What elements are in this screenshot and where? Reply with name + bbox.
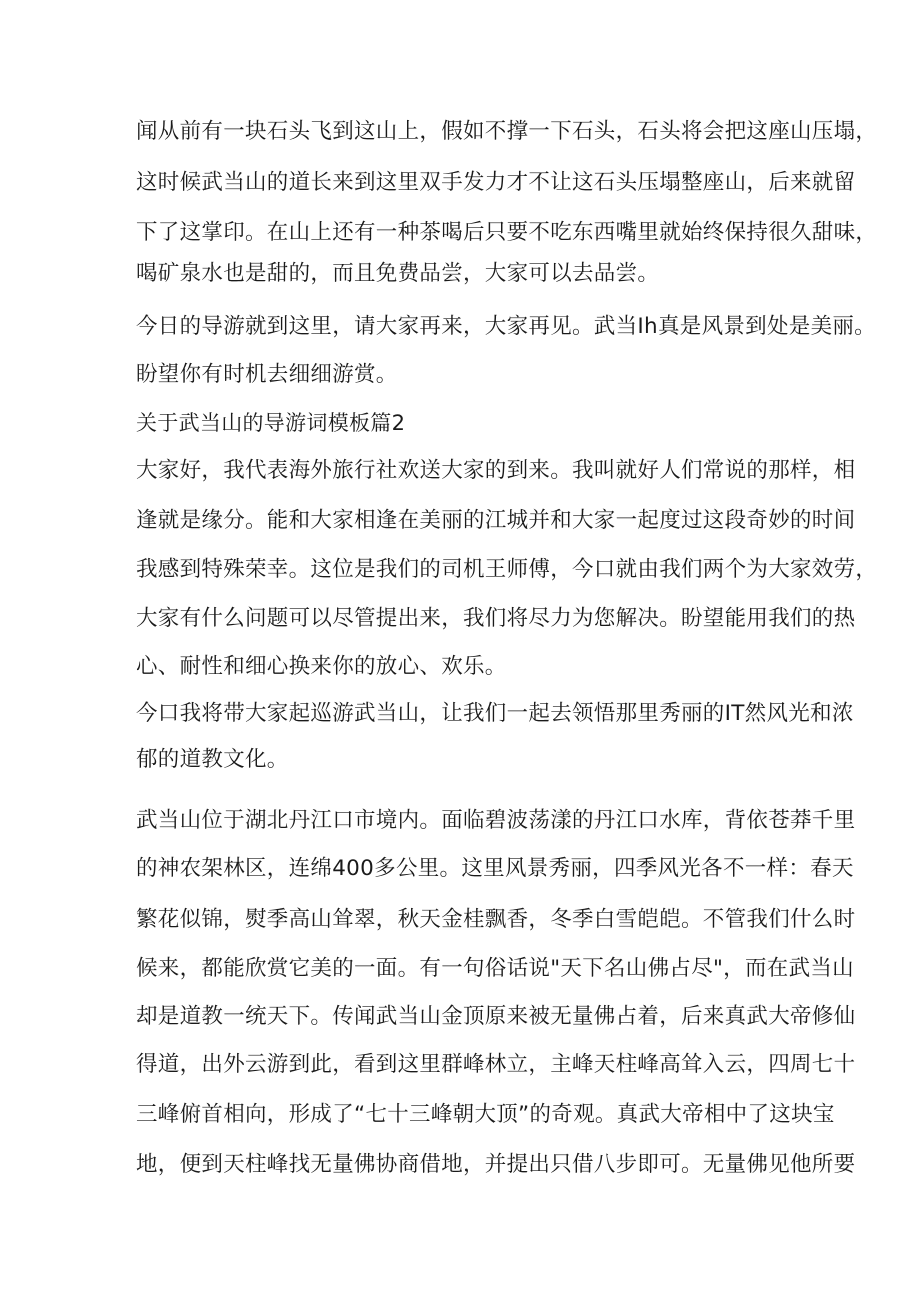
text-line: 心、耐性和细心换来你的放心、欢乐。	[136, 654, 507, 679]
text-line: 的神农架林区，连绵400多公里。这里风景秀丽，四季风光各不一样：春天	[136, 856, 854, 881]
text-line: 逢就是缘分。能和大家相逢在美丽的江城并和大家一起度过这段奇妙的时间	[136, 508, 856, 533]
text-line: 我感到特殊荣幸。这位是我们的司机王师傅，今口就由我们两个为大家效劳，	[136, 557, 878, 582]
text-line: 地，便到天柱峰找无量佛协商借地，并提出只借八步即可。无量佛见他所要	[136, 1152, 856, 1177]
text-line: 候来，都能欣赏它美的一面。有一句俗话说"天下名山佛占尽"，而在武当山	[136, 956, 854, 981]
text-line: 郁的道教文化。	[136, 747, 289, 772]
text-line: 盼望你有时机去细细游赏。	[136, 362, 398, 387]
text-line: 三峰俯首相向，形成了“七十三峰朝大顶”的奇观。真武大帝相中了这块宝	[136, 1102, 835, 1127]
text-line: 今口我将带大家起巡游武当山，让我们一起去领悟那里秀丽的IT然风光和浓	[136, 701, 854, 726]
text-line: 武当山位于湖北丹江口市境内。面临碧波荡漾的丹江口水库，背依苍莽千里	[136, 808, 856, 833]
text-line: 闻从前有一块石头飞到这山上，假如不撑一下石头，石头将会把这座山压塌，	[136, 119, 878, 144]
text-line: 下了这掌印。在山上还有一种茶喝后只要不吃东西嘴里就始终保持很久甜味，	[136, 220, 878, 245]
text-line: 得道，出外云游到此，看到这里群峰林立，主峰天柱峰高耸入云，四周七十	[136, 1052, 856, 1077]
text-line: 繁花似锦，熨季高山耸翠，秋天金桂飘香，冬季白雪皑皑。不管我们什么时	[136, 907, 856, 932]
text-line: 今日的导游就到这里，请大家再来，大家再见。武当Ih真是风景到处是美丽。	[136, 314, 876, 339]
section-heading: 关于武当山的导游词模板篇2	[136, 411, 406, 435]
text-line: 大家好，我代表海外旅行社欢送大家的到来。我叫就好人们常说的那样，相	[136, 458, 856, 483]
text-line: 却是道教一统天下。传闻武当山金顶原来被无量佛占着，后来真武大帝修仙	[136, 1004, 856, 1029]
text-line: 喝矿泉水也是甜的，而且免费品尝，大家可以去品尝。	[136, 261, 660, 286]
text-line: 大家有什么问题可以尽管提出来，我们将尽力为您解决。盼望能用我们的热	[136, 606, 856, 631]
text-line: 这时候武当山的道长来到这里双手发力才不让这石头压塌整座山，后来就留	[136, 170, 856, 195]
